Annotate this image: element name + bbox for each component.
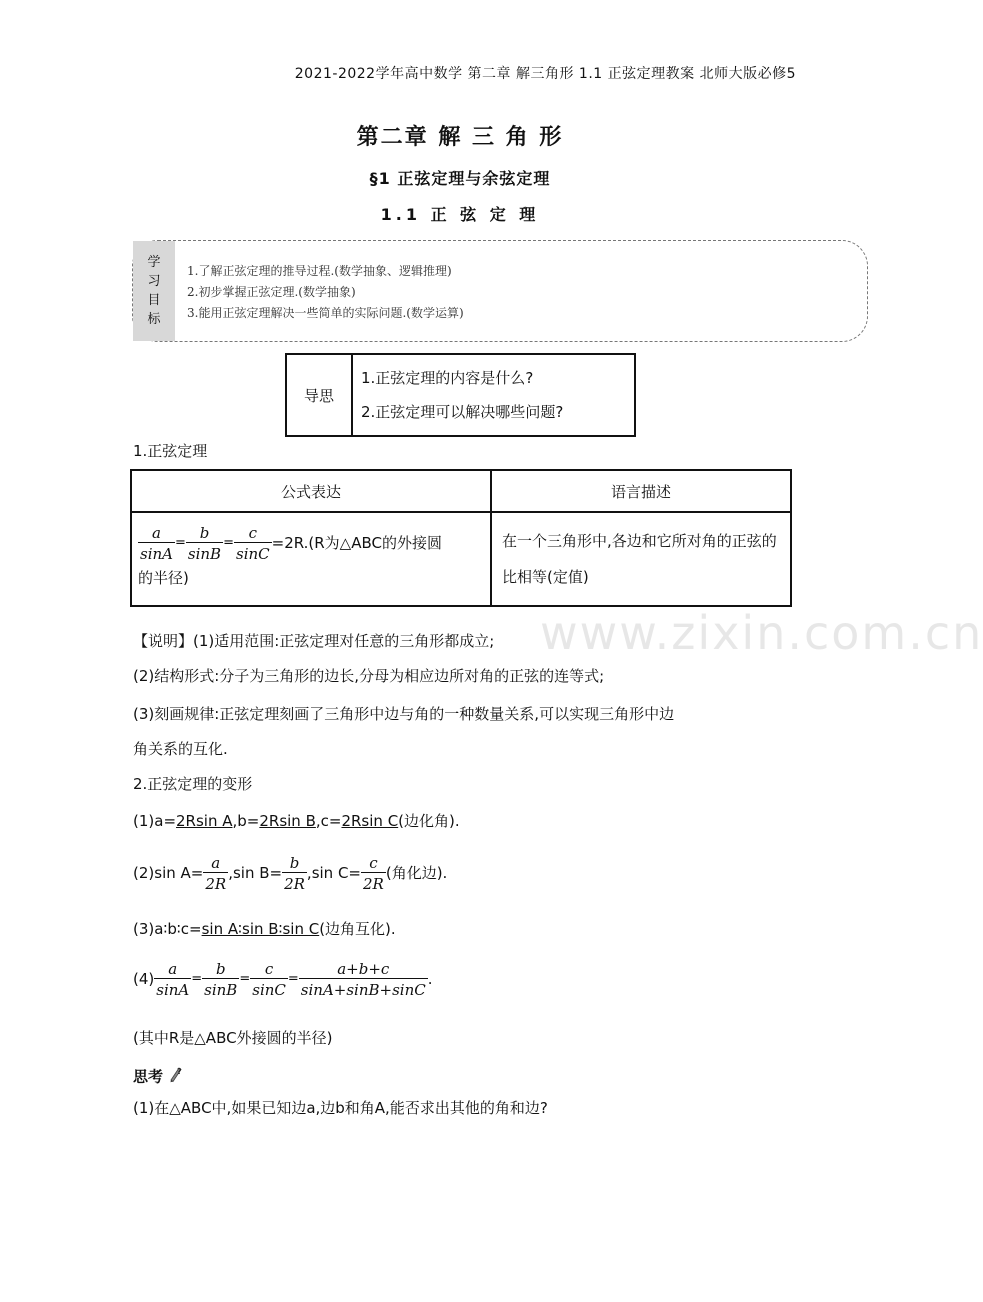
denominator: sinC: [250, 978, 288, 999]
text: ,c=: [315, 812, 342, 830]
svg-text:?: ?: [177, 1067, 182, 1076]
think-question-1: (1)在△ABC中,如果已知边a,边b和角A,能否求出其他的角和边?: [133, 1099, 548, 1117]
pencil-question-icon: [168, 1065, 184, 1089]
fraction-a-sinA: [138, 524, 175, 563]
note-3a: (3)刻画规律:正弦定理刻画了三角形中边与角的一种数量关系,可以实现三角形中边: [133, 705, 675, 723]
note-1: 【说明】(1)适用范围:正弦定理对任意的三角形都成立;: [133, 632, 495, 650]
text: ,sin C=: [306, 864, 361, 882]
formula-tail: =2R.(R为△ABC的外接圆: [271, 533, 442, 552]
fraction-b-sinB: [186, 524, 223, 563]
col-header-description: 语言描述: [491, 470, 791, 512]
think-heading: [133, 1065, 184, 1089]
goal-item: 1.了解正弦定理的推导过程.(数学抽象、逻辑推理): [187, 264, 452, 278]
section2-heading: 2.正弦定理的变形: [133, 775, 253, 793]
formula-cell: [131, 512, 491, 606]
text: (边角互化).: [319, 920, 396, 938]
equals-sign: =: [239, 971, 251, 987]
fraction-a-sinA: [154, 960, 191, 999]
numerator: b: [199, 523, 210, 542]
denominator: sinC: [234, 542, 272, 563]
answer-blank: 2Rsin A: [176, 812, 233, 830]
fraction-b-2R: [282, 854, 307, 893]
formula-tail-2: 的半径): [138, 568, 189, 587]
goal-item: 3.能用正弦定理解决一些简单的实际问题.(数学运算): [187, 306, 464, 320]
equals-sign: =: [191, 971, 203, 987]
note-3b: 角关系的互化.: [133, 740, 228, 758]
description-cell: 在一个三角形中,各边和它所对角的正弦的比相等(定值): [491, 512, 791, 606]
denominator: 2R: [203, 872, 228, 893]
goals-tab-char: 目: [147, 293, 161, 308]
numerator: a+b+c: [337, 960, 390, 978]
variant-2: [133, 853, 447, 893]
fraction-sum: [299, 960, 428, 999]
section1-heading: 1.正弦定理: [133, 442, 208, 460]
fraction-c-2R: [361, 854, 386, 893]
goals-tab-char: 学: [147, 255, 161, 270]
fraction-a-2R: [203, 854, 228, 893]
think-label: 思考: [133, 1067, 164, 1086]
text: ,sin B=: [228, 864, 283, 882]
guide-questions: [352, 354, 635, 436]
learning-goals-tab: [133, 241, 175, 341]
numerator: c: [264, 960, 274, 978]
fraction-b-sinB: [202, 960, 239, 999]
numerator: c: [369, 854, 378, 872]
numerator: a: [168, 960, 178, 978]
goals-tab-char: 标: [147, 312, 161, 327]
radius-note: (其中R是△ABC外接圆的半径): [133, 1029, 333, 1047]
guide-question: 1.正弦定理的内容是什么?: [361, 369, 534, 387]
text: ,b=: [232, 812, 260, 830]
numerator: b: [289, 854, 300, 872]
fraction-c-sinC: [250, 960, 288, 999]
denominator: sinA+sinB+sinC: [299, 978, 428, 999]
text: (角化边).: [385, 864, 448, 882]
chapter-title: 第二章 解 三 角 形: [356, 125, 564, 150]
guide-questions-table: [285, 353, 636, 437]
numerator: a: [152, 523, 161, 542]
col-header-formula: 公式表达: [131, 470, 491, 512]
text: (2)sin A=: [133, 864, 204, 882]
text: (边化角).: [398, 812, 460, 830]
fraction-c-sinC: [234, 524, 272, 563]
learning-goals-box: [132, 240, 868, 342]
denominator: sinB: [186, 542, 223, 563]
variant-4: [133, 959, 433, 1000]
equals-sign: =: [175, 535, 186, 550]
text: .: [427, 970, 433, 988]
answer-blank: 2Rsin C: [341, 812, 399, 830]
equals-sign: =: [287, 971, 299, 987]
variant-3: [133, 918, 396, 940]
section-title: §1 正弦定理与余弦定理: [369, 169, 551, 188]
learning-goals-list: [187, 261, 464, 324]
numerator: b: [215, 960, 226, 978]
answer-blank: sin A∶sin B∶sin C: [201, 920, 320, 938]
numerator: c: [248, 523, 258, 542]
answer-blank: 2Rsin B: [259, 812, 316, 830]
watermark: www.zixin.com.cn: [540, 606, 983, 660]
running-header: 2021-2022学年高中数学 第二章 解三角形 1.1 正弦定理教案 北师大版必修5: [294, 66, 796, 82]
text: (3)a∶b∶c=: [133, 920, 202, 938]
denominator: sinB: [202, 978, 239, 999]
variant-1: [133, 810, 460, 832]
goal-item: 2.初步掌握正弦定理.(数学抽象): [187, 285, 356, 299]
equals-sign: =: [223, 535, 234, 550]
subsection-title: 1.1 正 弦 定 理: [380, 205, 540, 224]
formula-line: [138, 524, 484, 563]
text: (1)a=: [133, 812, 177, 830]
guide-question: 2.正弦定理可以解决哪些问题?: [361, 403, 564, 421]
note-2: (2)结构形式:分子为三角形的边长,分母为相应边所对角的正弦的连等式;: [133, 667, 605, 685]
goals-tab-char: 习: [147, 274, 161, 289]
text: (4): [133, 970, 155, 988]
guide-label: 导思: [286, 354, 352, 436]
denominator: 2R: [282, 872, 307, 893]
sine-law-table: [130, 469, 792, 607]
numerator: a: [211, 854, 221, 872]
denominator: sinA: [138, 542, 175, 563]
denominator: sinA: [154, 978, 191, 999]
denominator: 2R: [361, 872, 386, 893]
